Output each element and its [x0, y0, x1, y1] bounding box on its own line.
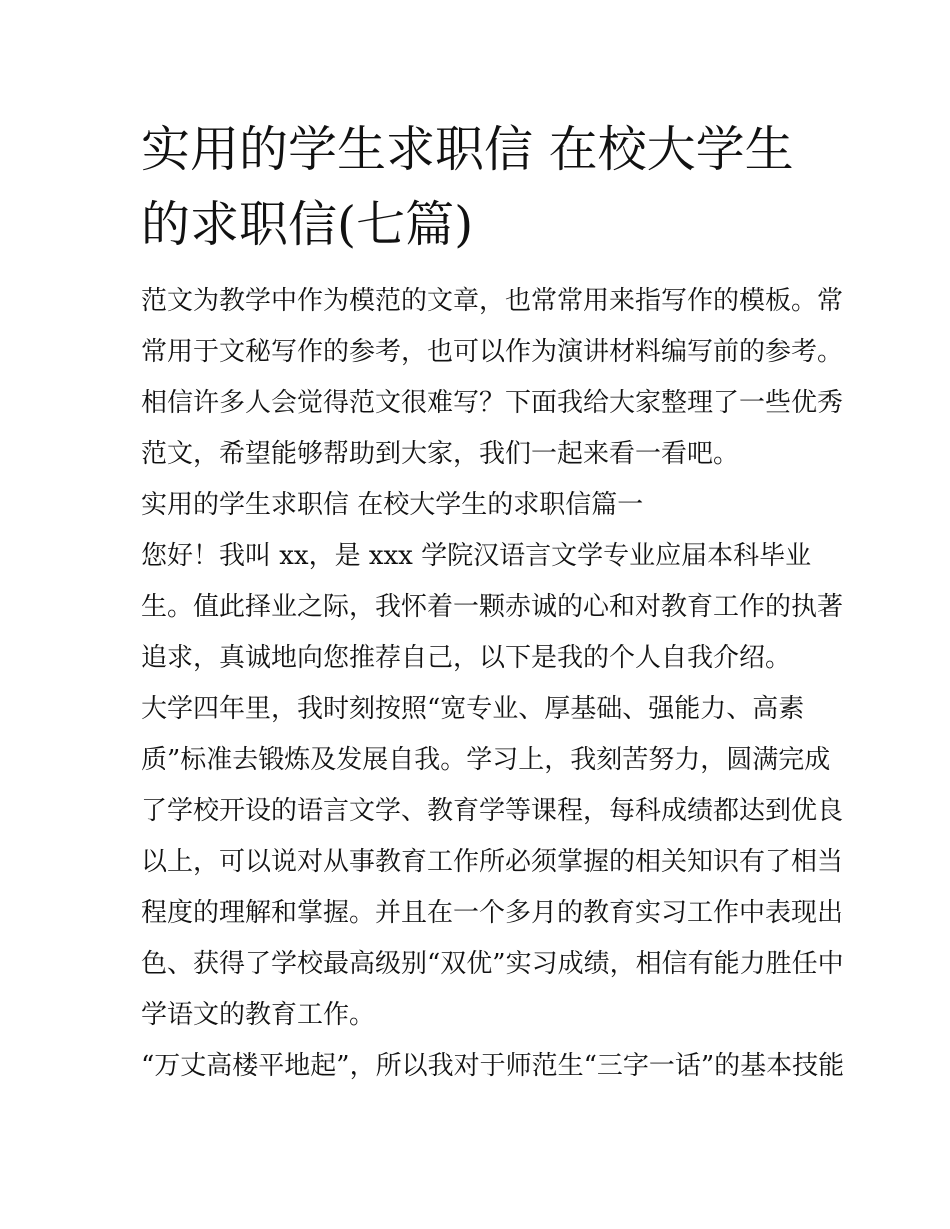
body-line: 大学四年里，我时刻按照“宽专业、厚基础、强能力、高素 [141, 694, 805, 724]
document-title [141, 112, 821, 262]
section-heading: 实用的学生求职信 在校大学生的求职信篇一 [141, 490, 644, 520]
title-line-1: 实用的学生求职信 在校大学生 [141, 121, 794, 178]
body-line: 相信许多人会觉得范文很难写？下面我给大家整理了一些优秀 [141, 388, 844, 418]
title-line-2: 的求职信(七篇) [141, 196, 474, 253]
body-line: 您好！我叫 xx，是 xxx 学院汉语言文学专业应届本科毕业 [141, 541, 812, 571]
body-line: “万丈高楼平地起”，所以我对于师范生“三字一话”的基本技能 [141, 1051, 845, 1081]
body-line: 色、获得了学校最高级别“双优”实习成绩，相信有能力胜任中 [141, 949, 844, 979]
body-line: 学语文的教育工作。 [141, 1000, 376, 1030]
body-line: 生。值此择业之际，我怀着一颗赤诚的心和对教育工作的执著 [141, 592, 844, 622]
body-line: 追求，真诚地向您推荐自己，以下是我的个人自我介绍。 [141, 643, 792, 673]
body-line: 范文，希望能够帮助到大家，我们一起来看一看吧。 [141, 439, 740, 469]
body-line: 以上，可以说对从事教育工作所必须掌握的相关知识有了相当 [141, 847, 844, 877]
body-line: 了学校开设的语言文学、教育学等课程，每科成绩都达到优良 [141, 796, 844, 826]
body-line: 质”标准去锻炼及发展自我。学习上，我刻苦努力，圆满完成 [141, 745, 831, 775]
body-line: 程度的理解和掌握。并且在一个多月的教育实习工作中表现出 [141, 898, 844, 928]
body-line: 范文为教学中作为模范的文章，也常常用来指写作的模板。常 [141, 286, 844, 316]
body-line: 常用于文秘写作的参考，也可以作为演讲材料编写前的参考。 [141, 337, 844, 367]
